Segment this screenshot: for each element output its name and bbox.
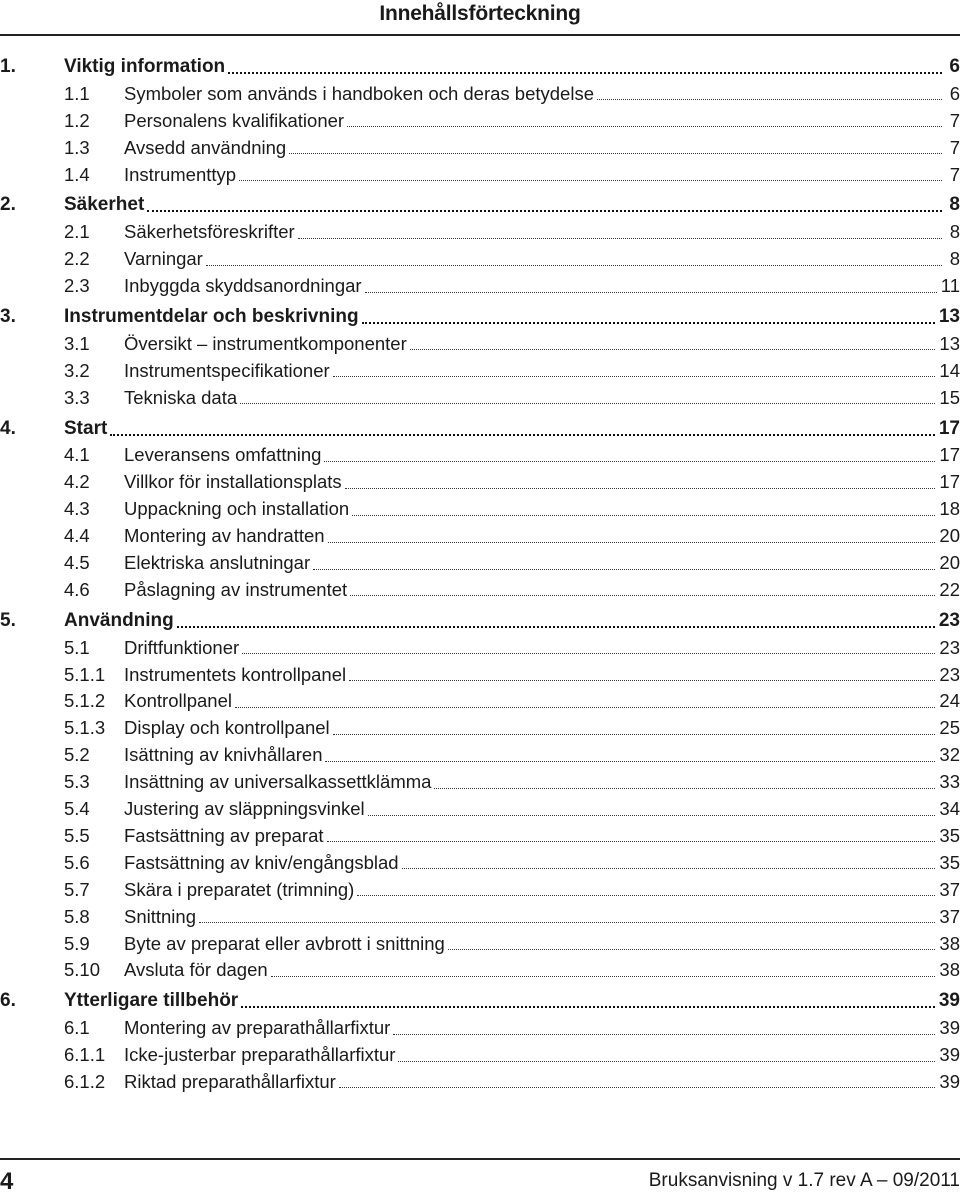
toc-dot-leader <box>434 788 935 789</box>
toc-entry-line <box>124 637 960 659</box>
toc-entry-line <box>124 579 960 601</box>
toc-section-entry[interactable] <box>0 444 960 471</box>
toc-entry-number: 4.2 <box>64 471 90 493</box>
toc-entry-page: 13 <box>939 332 960 354</box>
toc-section-entry[interactable] <box>0 579 960 606</box>
toc-section-entry[interactable] <box>0 1071 960 1098</box>
toc-dot-leader <box>206 265 942 266</box>
toc-chapter-entry[interactable] <box>0 56 960 83</box>
toc-entry-number: 5.7 <box>64 878 90 900</box>
header-rule <box>0 34 960 36</box>
toc-dot-leader <box>350 595 935 596</box>
toc-dot-leader <box>398 1061 935 1062</box>
toc-section-entry[interactable] <box>0 637 960 664</box>
toc-entry-title: Inbyggda skyddsanordningar <box>124 275 362 297</box>
toc-entry-line <box>124 879 960 901</box>
toc-entry-page: 8 <box>949 194 960 216</box>
toc-entry-number: 4.6 <box>64 578 90 600</box>
toc-entry-number: 1.3 <box>64 136 90 158</box>
page-number: 4 <box>0 1168 14 1195</box>
toc-entry-line <box>124 83 960 105</box>
toc-entry-page: 23 <box>938 609 960 631</box>
toc-entry-title: Skära i preparatet (trimning) <box>124 878 355 900</box>
toc-dot-leader <box>362 322 935 324</box>
toc-entry-number: 4.5 <box>64 552 90 574</box>
toc-chapter-entry[interactable] <box>0 194 960 221</box>
toc-entry-line <box>124 1044 960 1066</box>
toc-dot-leader <box>110 434 935 436</box>
toc-entry-number: 3. <box>0 306 16 328</box>
toc-entry-number: 4.1 <box>64 444 90 466</box>
toc-entry-number: 5.2 <box>64 744 90 766</box>
toc-section-entry[interactable] <box>0 221 960 248</box>
footer-document-info: Bruksanvisning v 1.7 rev A – 09/2011 <box>648 1170 960 1191</box>
toc-entry-number: 5.10 <box>64 959 101 981</box>
toc-section-entry[interactable] <box>0 933 960 960</box>
toc-entry-line <box>124 444 960 466</box>
toc-dot-leader <box>298 238 942 239</box>
toc-chapter-entry[interactable] <box>0 306 960 333</box>
toc-entry-title: Montering av handratten <box>124 525 325 547</box>
toc-entry-title: Personalens kvalifikationer <box>124 109 345 131</box>
toc-entry-page: 8 <box>949 221 960 243</box>
toc-entry-line <box>64 990 960 1012</box>
toc-dot-leader <box>365 292 937 293</box>
toc-chapter-entry[interactable] <box>0 990 960 1017</box>
toc-entry-number: 2. <box>0 194 16 216</box>
toc-entry-line <box>124 690 960 712</box>
toc-entry-line <box>124 164 960 186</box>
toc-entry-title: Display och kontrollpanel <box>124 717 330 739</box>
toc-dot-leader <box>345 488 936 489</box>
toc-dot-leader <box>242 653 935 654</box>
toc-entry-title: Driftfunktioner <box>124 636 240 658</box>
toc-section-entry[interactable] <box>0 798 960 825</box>
toc-entry-number: 5.8 <box>64 905 90 927</box>
toc-dot-leader <box>228 72 942 74</box>
toc-entry-line <box>124 137 960 159</box>
toc-section-entry[interactable] <box>0 690 960 717</box>
toc-dot-leader <box>147 210 942 212</box>
toc-entry-line <box>124 498 960 520</box>
toc-entry-title: Instrumentdelar och beskrivning <box>64 306 359 328</box>
toc-entry-title: Översikt – instrumentkomponenter <box>124 332 407 354</box>
toc-entry-number: 4.4 <box>64 525 90 547</box>
toc-entry-line <box>64 418 960 440</box>
toc-entry-number: 5.1.2 <box>64 690 106 712</box>
toc-entry-page: 38 <box>939 932 960 954</box>
toc-entry-line <box>124 275 960 297</box>
toc-entry-page: 17 <box>938 417 960 439</box>
toc-dot-leader <box>410 349 936 350</box>
toc-entry-line <box>124 525 960 547</box>
toc-dot-leader <box>199 922 935 923</box>
toc-entry-title: Snittning <box>124 905 196 927</box>
toc-dot-leader <box>339 1087 936 1088</box>
toc-entry-page: 38 <box>939 959 960 981</box>
toc-entry-number: 1. <box>0 56 16 77</box>
toc-entry-number: 6.1 <box>64 1017 90 1039</box>
toc-entry-page: 15 <box>939 386 960 408</box>
toc-dot-leader <box>333 734 936 735</box>
toc-entry-line <box>124 471 960 493</box>
toc-dot-leader <box>240 403 935 404</box>
toc-dot-leader <box>333 376 936 377</box>
toc-entry-title: Tekniska data <box>124 386 238 408</box>
toc-entry-title: Isättning av knivhållaren <box>124 744 323 766</box>
toc-section-entry[interactable] <box>0 471 960 498</box>
toc-entry-number: 5.5 <box>64 824 90 846</box>
toc-section-entry[interactable] <box>0 852 960 879</box>
toc-entry-page: 17 <box>939 444 960 466</box>
toc-dot-leader <box>347 126 942 127</box>
toc-entry-line <box>64 610 960 632</box>
toc-dot-leader <box>325 761 935 762</box>
toc-entry-page: 7 <box>949 163 960 185</box>
toc-entry-number: 5.1.1 <box>64 663 106 685</box>
toc-entry-line <box>124 1071 960 1093</box>
toc-entry-number: 5. <box>0 609 16 631</box>
toc-dot-leader <box>597 99 942 100</box>
toc-section-entry[interactable] <box>0 1017 960 1044</box>
toc-entry-line <box>124 744 960 766</box>
toc-entry-page: 37 <box>939 878 960 900</box>
toc-entry-title: Riktad preparathållarfixtur <box>124 1070 336 1092</box>
toc-dot-leader <box>327 841 936 842</box>
toc-entry-title: Säkerhetsföreskrifter <box>124 221 295 243</box>
footer-rule <box>0 1158 960 1160</box>
toc-entry-number: 4.3 <box>64 498 90 520</box>
toc-entry-line <box>124 798 960 820</box>
toc-entry-title: Fastsättning av preparat <box>124 824 324 846</box>
toc-entry-line <box>64 306 960 328</box>
toc-entry-page: 8 <box>949 248 960 270</box>
toc-entry-line <box>124 552 960 574</box>
toc-dot-leader <box>241 1006 935 1008</box>
toc-entry-title: Byte av preparat eller avbrott i snittning <box>124 932 445 954</box>
toc-entry-number: 2.1 <box>64 221 90 243</box>
toc-entry-title: Fastsättning av kniv/engångsblad <box>124 851 399 873</box>
toc-entry-line <box>124 1017 960 1039</box>
toc-entry-title: Användning <box>64 609 174 631</box>
toc-section-entry[interactable] <box>0 879 960 906</box>
toc-entry-title: Insättning av universalkassettklämma <box>124 771 432 793</box>
toc-dot-leader <box>271 976 936 977</box>
toc-entry-number: 5.1 <box>64 636 90 658</box>
toc-entry-number: 1.2 <box>64 109 90 131</box>
toc-entry-line <box>124 248 960 270</box>
toc-entry-page: 24 <box>939 690 960 712</box>
toc-entry-page: 23 <box>939 636 960 658</box>
toc-entry-title: Viktig information <box>64 56 226 77</box>
toc-section-entry[interactable] <box>0 717 960 744</box>
page-footer <box>0 1158 960 1193</box>
toc-entry-number: 2.2 <box>64 248 90 270</box>
toc-dot-leader <box>239 180 942 181</box>
toc-entry-number: 6.1.1 <box>64 1044 106 1066</box>
toc-entry-number: 5.4 <box>64 798 90 820</box>
toc-section-entry[interactable] <box>0 771 960 798</box>
toc-section-entry[interactable] <box>0 498 960 525</box>
toc-dot-leader <box>324 461 935 462</box>
toc-entry-page: 6 <box>949 82 960 104</box>
toc-entry-number: 4. <box>0 417 16 439</box>
toc-entry-line <box>124 959 960 981</box>
toc-dot-leader <box>177 626 935 628</box>
toc-entry-title: Elektriska anslutningar <box>124 552 311 574</box>
toc-entry-title: Start <box>64 417 108 439</box>
toc-entry-page: 13 <box>938 306 960 328</box>
toc-entry-page: 39 <box>939 1070 960 1092</box>
toc-entry-page: 35 <box>939 824 960 846</box>
toc-section-entry[interactable] <box>0 664 960 691</box>
toc-chapter-entry[interactable] <box>0 418 960 445</box>
toc-dot-leader <box>393 1034 935 1035</box>
toc-entry-line <box>124 825 960 847</box>
toc-entry-title: Symboler som används i handboken och deras betydelse <box>124 82 594 104</box>
toc-entry-line <box>124 664 960 686</box>
toc-section-entry[interactable] <box>0 387 960 414</box>
toc-dot-leader <box>402 868 936 869</box>
toc-entry-line <box>124 852 960 874</box>
toc-entry-page: 39 <box>939 1017 960 1039</box>
toc-entry-number: 5.3 <box>64 771 90 793</box>
toc-dot-leader <box>289 153 942 154</box>
toc-entry-line <box>124 717 960 739</box>
toc-entry-line <box>124 771 960 793</box>
toc-entry-title: Avsluta för dagen <box>124 959 268 981</box>
toc-entry-page: 34 <box>939 798 960 820</box>
toc-entry-number: 6. <box>0 990 16 1012</box>
table-of-contents <box>0 56 960 1098</box>
toc-entry-page: 6 <box>949 56 960 77</box>
toc-entry-title: Påslagning av instrumentet <box>124 578 348 600</box>
toc-entry-title: Justering av släppningsvinkel <box>124 798 365 820</box>
toc-entry-number: 3.2 <box>64 359 90 381</box>
toc-entry-line <box>124 387 960 409</box>
toc-dot-leader <box>357 895 935 896</box>
page-header <box>0 0 960 36</box>
toc-entry-page: 35 <box>939 851 960 873</box>
toc-entry-number: 2.3 <box>64 275 90 297</box>
page-title: Innehållsförteckning <box>379 2 581 25</box>
toc-dot-leader <box>328 542 936 543</box>
toc-section-entry[interactable] <box>0 552 960 579</box>
toc-entry-title: Instrumentets kontrollpanel <box>124 663 347 685</box>
toc-entry-title: Avsedd användning <box>124 136 287 158</box>
toc-section-entry[interactable] <box>0 110 960 137</box>
toc-entry-page: 23 <box>939 663 960 685</box>
toc-section-entry[interactable] <box>0 275 960 302</box>
toc-section-entry[interactable] <box>0 83 960 110</box>
toc-section-entry[interactable] <box>0 825 960 852</box>
toc-entry-title: Instrumenttyp <box>124 163 237 185</box>
toc-entry-number: 5.9 <box>64 932 90 954</box>
toc-entry-title: Leveransens omfattning <box>124 444 322 466</box>
toc-entry-page: 14 <box>939 359 960 381</box>
toc-entry-title: Villkor för installationsplats <box>124 471 342 493</box>
toc-dot-leader <box>313 569 935 570</box>
toc-entry-line <box>124 221 960 243</box>
toc-entry-page: 32 <box>939 744 960 766</box>
toc-section-entry[interactable] <box>0 744 960 771</box>
toc-entry-title: Montering av preparathållarfixtur <box>124 1017 391 1039</box>
toc-section-entry[interactable] <box>0 360 960 387</box>
toc-entry-line <box>124 360 960 382</box>
toc-entry-line <box>124 906 960 928</box>
toc-entry-page: 33 <box>939 771 960 793</box>
toc-entry-line <box>124 933 960 955</box>
toc-entry-title: Icke-justerbar preparathållarfixtur <box>124 1044 396 1066</box>
toc-section-entry[interactable] <box>0 1044 960 1071</box>
toc-entry-number: 6.1.2 <box>64 1070 106 1092</box>
toc-section-entry[interactable] <box>0 248 960 275</box>
toc-entry-page: 17 <box>939 471 960 493</box>
toc-entry-page: 37 <box>939 905 960 927</box>
toc-entry-title: Ytterligare tillbehör <box>64 990 239 1012</box>
toc-dot-leader <box>349 680 935 681</box>
toc-dot-leader <box>235 707 935 708</box>
toc-entry-title: Säkerhet <box>64 194 145 216</box>
toc-section-entry[interactable] <box>0 164 960 191</box>
toc-section-entry[interactable] <box>0 525 960 552</box>
toc-section-entry[interactable] <box>0 906 960 933</box>
toc-entry-title: Uppackning och installation <box>124 498 350 520</box>
toc-entry-page: 7 <box>949 109 960 131</box>
toc-entry-page: 25 <box>939 717 960 739</box>
toc-entry-page: 39 <box>938 990 960 1012</box>
toc-dot-leader <box>448 949 936 950</box>
toc-entry-number: 1.1 <box>64 82 90 104</box>
toc-entry-page: 11 <box>940 275 960 297</box>
toc-dot-leader <box>352 515 935 516</box>
toc-section-entry[interactable] <box>0 333 960 360</box>
toc-entry-line <box>124 110 960 132</box>
toc-entry-line <box>64 56 960 78</box>
toc-entry-page: 20 <box>939 525 960 547</box>
toc-entry-page: 20 <box>939 552 960 574</box>
toc-entry-title: Kontrollpanel <box>124 690 232 712</box>
toc-entry-line <box>64 194 960 216</box>
toc-entry-number: 3.3 <box>64 386 90 408</box>
toc-entry-number: 1.4 <box>64 163 90 185</box>
toc-entry-title: Varningar <box>124 248 203 270</box>
toc-chapter-entry[interactable] <box>0 610 960 637</box>
toc-section-entry[interactable] <box>0 959 960 986</box>
toc-entry-page: 18 <box>939 498 960 520</box>
toc-entry-line <box>124 333 960 355</box>
toc-entry-page: 39 <box>939 1044 960 1066</box>
toc-section-entry[interactable] <box>0 137 960 164</box>
toc-entry-number: 5.6 <box>64 851 90 873</box>
toc-entry-number: 3.1 <box>64 332 90 354</box>
toc-entry-page: 7 <box>949 136 960 158</box>
toc-entry-number: 5.1.3 <box>64 717 106 739</box>
toc-entry-page: 22 <box>939 578 960 600</box>
toc-dot-leader <box>368 815 936 816</box>
toc-entry-title: Instrumentspecifikationer <box>124 359 330 381</box>
